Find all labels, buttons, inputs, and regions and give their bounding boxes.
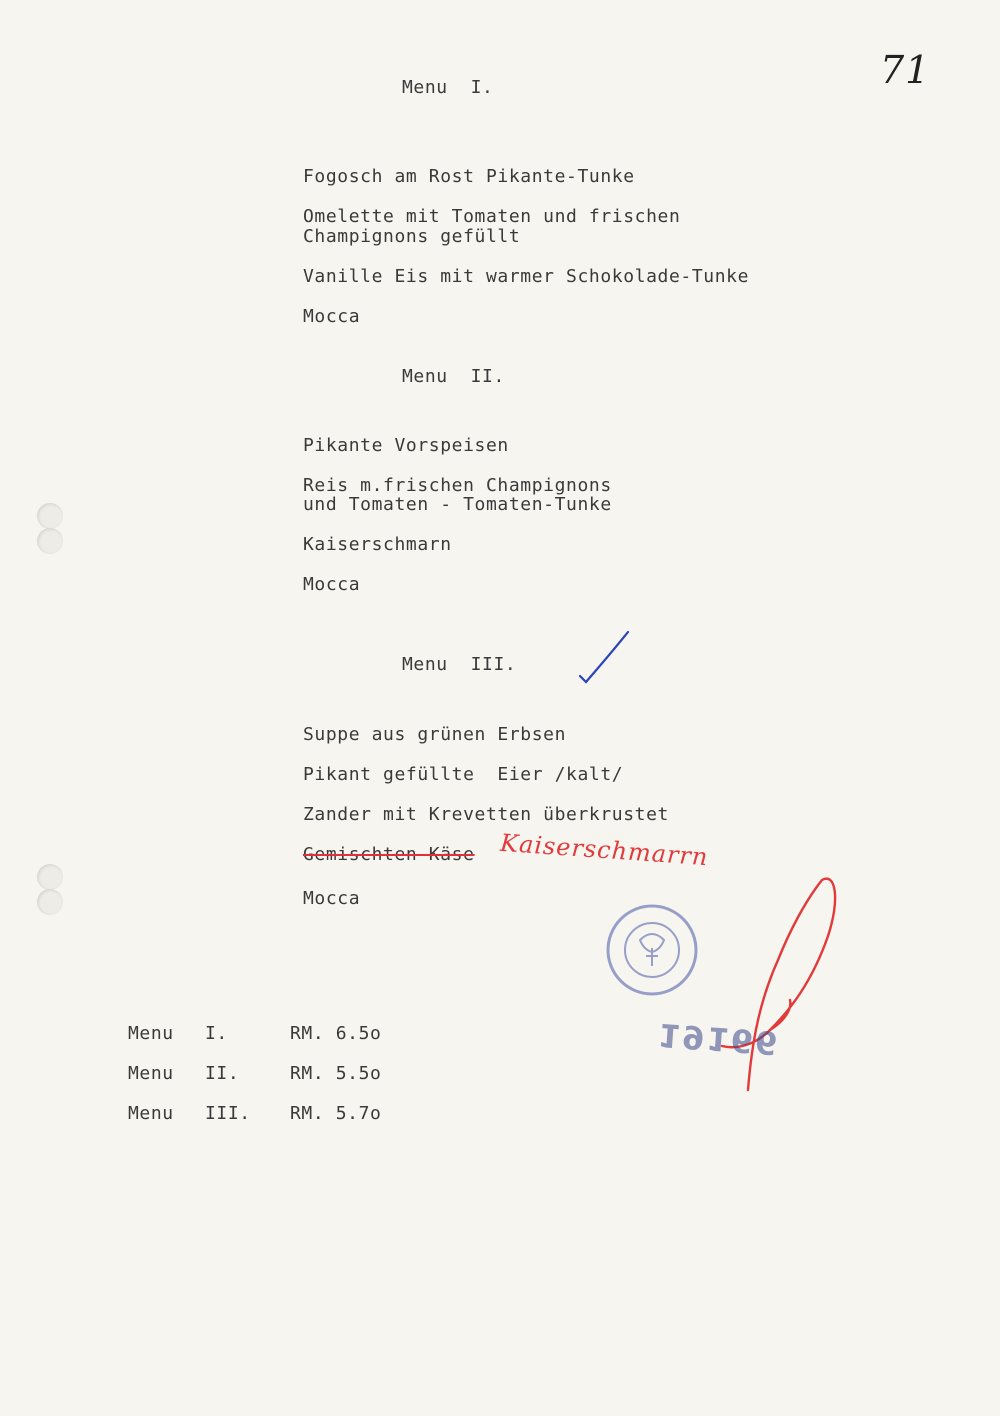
menu-2-item: Reis m.frischen Champignons bbox=[303, 475, 612, 496]
menu-3-item: Suppe aus grünen Erbsen bbox=[303, 724, 567, 745]
price-menu-label: Menu bbox=[128, 1023, 174, 1044]
round-stamp bbox=[608, 906, 696, 994]
price-value: RM. 5.7o bbox=[290, 1103, 382, 1124]
price-menu-label: Menu bbox=[128, 1063, 174, 1084]
handwritten-correction: Kaiserschmarrn bbox=[499, 828, 710, 872]
menu-1-item: Vanille Eis mit warmer Schokolade-Tunke bbox=[303, 266, 750, 287]
page-number: 71 bbox=[880, 48, 931, 92]
menu-2-item: Mocca bbox=[303, 574, 361, 595]
price-value: RM. 5.5o bbox=[290, 1063, 382, 1084]
menu-3-item: Mocca bbox=[303, 888, 361, 909]
blue-check-mark bbox=[580, 632, 628, 682]
menu-2-item: Kaiserschmarn bbox=[303, 534, 452, 555]
menu-3-item: Zander mit Krevetten überkrustet bbox=[303, 804, 669, 825]
menu-2-item: und Tomaten - Tomaten-Tunke bbox=[303, 494, 612, 515]
price-menu-number: III. bbox=[205, 1103, 251, 1124]
price-menu-number: I. bbox=[205, 1023, 228, 1044]
menu-1-item: Mocca bbox=[303, 306, 361, 327]
menu-2-title: Menu II. bbox=[402, 366, 505, 387]
price-value: RM. 6.5o bbox=[290, 1023, 382, 1044]
menu-1-item: Fogosch am Rost Pikante-Tunke bbox=[303, 166, 635, 187]
stamp-number: 19166 bbox=[656, 1015, 781, 1063]
price-menu-number: II. bbox=[205, 1063, 240, 1084]
menu-1-item: Omelette mit Tomaten und frischen bbox=[303, 206, 681, 227]
menu-3-item: Pikant gefüllte Eier /kalt/ bbox=[303, 764, 624, 785]
menu-1-title: Menu I. bbox=[402, 77, 494, 98]
menu-2-item: Pikante Vorspeisen bbox=[303, 435, 509, 456]
price-menu-label: Menu bbox=[128, 1103, 174, 1124]
menu-1-item: Champignons gefüllt bbox=[303, 226, 521, 247]
menu-3-title: Menu III. bbox=[402, 654, 517, 675]
menu-3-item-struck: Gemischten Käse bbox=[303, 844, 475, 865]
